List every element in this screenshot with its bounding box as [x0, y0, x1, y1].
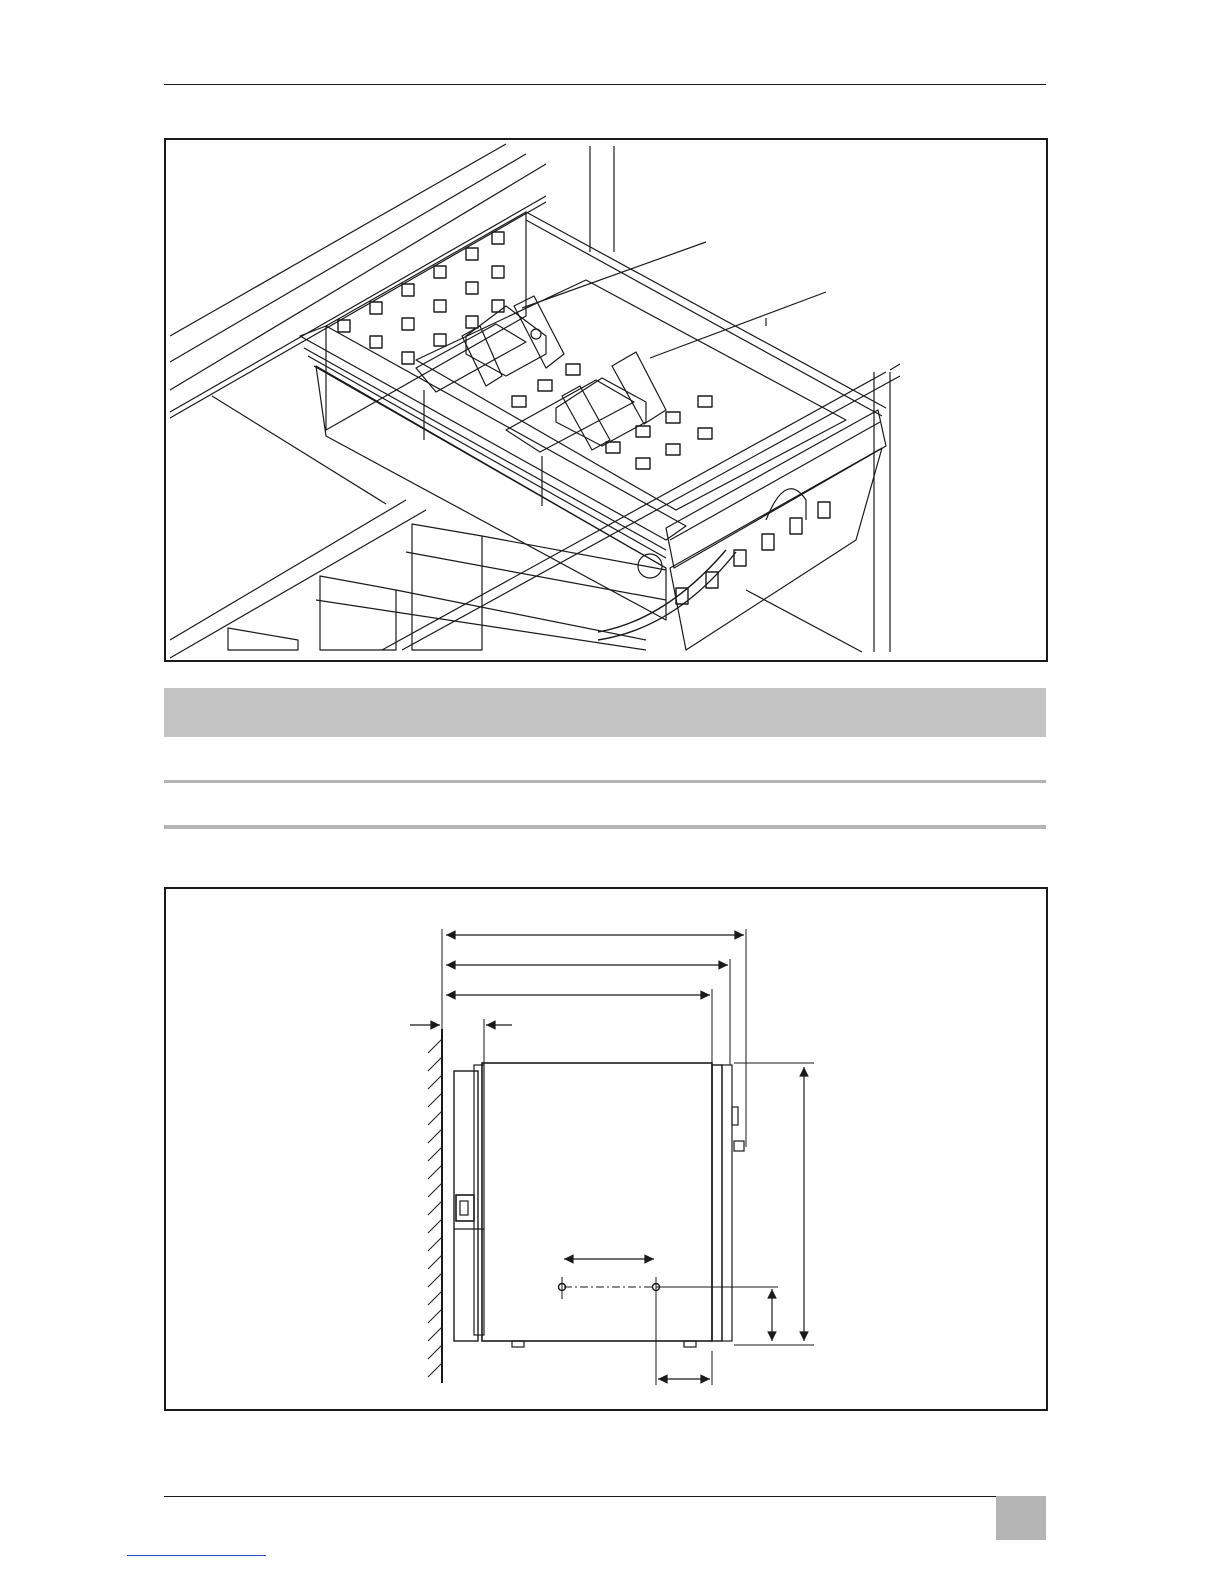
- footer-rule: [164, 1496, 1046, 1497]
- drawer-basket-drawing: [166, 140, 1046, 660]
- header-rule: [164, 84, 1046, 85]
- cabinet-body: [482, 1063, 712, 1341]
- wall-hatching: [428, 1039, 442, 1377]
- hyperlink-underline[interactable]: [127, 1555, 266, 1556]
- subsection-rule-bottom: [164, 825, 1046, 829]
- dimension-figure: [164, 887, 1048, 1411]
- callout-line-2: [650, 292, 826, 358]
- subsection-rule-top: [164, 780, 1046, 783]
- section-heading-bar: [164, 688, 1046, 737]
- drawer-basket-figure: [164, 138, 1048, 662]
- dimension-drawing: [166, 889, 1046, 1409]
- page-number-tab: [996, 1496, 1046, 1540]
